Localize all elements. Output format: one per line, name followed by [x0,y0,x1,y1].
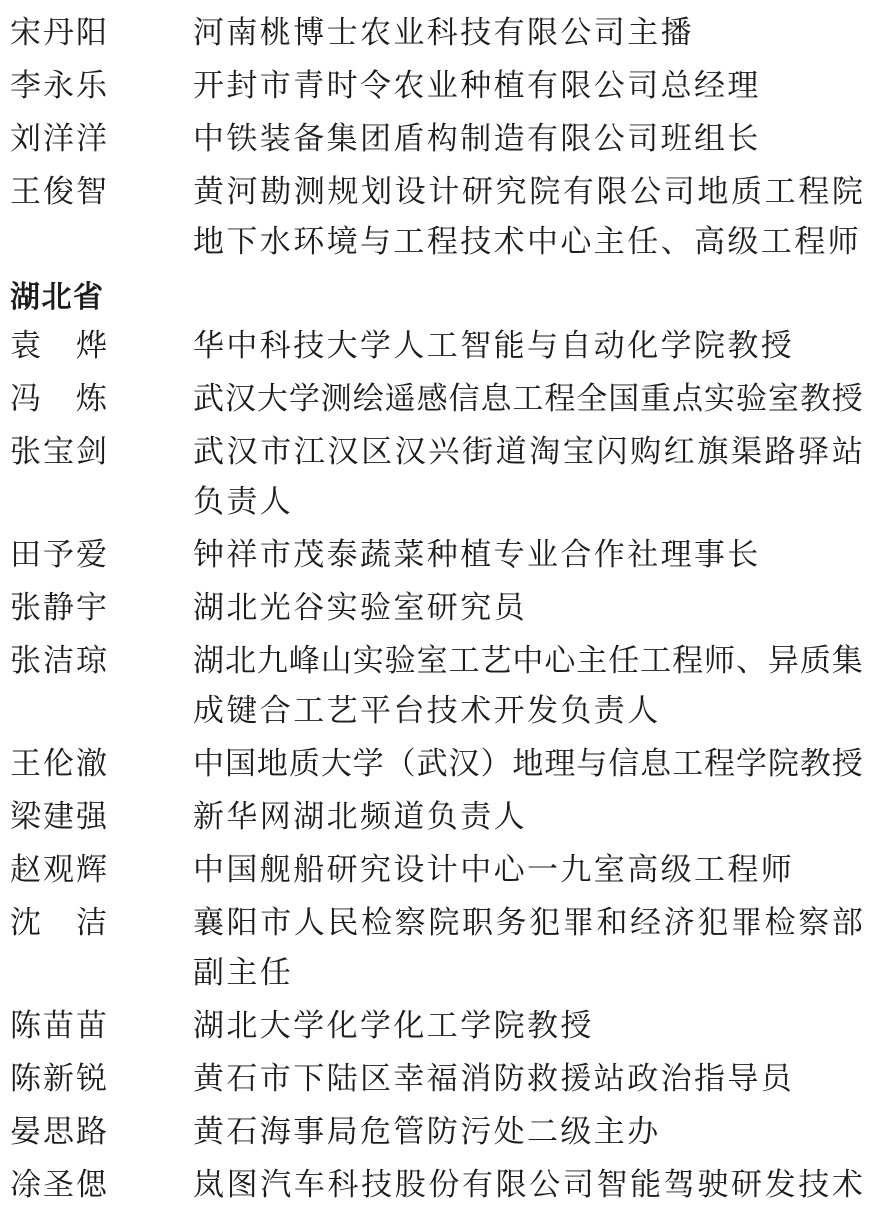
person-position [193,61,863,111]
person-position [193,636,863,736]
char: 剑 [76,434,107,469]
char: 路 [76,1114,107,1149]
province-header: 湖北省 [10,281,105,314]
char: 陈 [10,1008,41,1043]
position-line [193,636,863,686]
char: 公 [529,1167,561,1202]
char: 程 [672,643,704,678]
person-name [10,8,107,58]
char: 街 [462,434,493,469]
char: 黄 [193,174,224,209]
person-position [193,739,863,789]
person-position [193,321,863,371]
char: 异 [767,643,799,678]
position-line: 成键合工艺平台技术开发负责人 [193,693,661,728]
char: 重 [640,381,672,416]
char: 市 [260,434,292,469]
char: 中 [193,746,224,781]
char: 集 [831,643,863,678]
char: 凃 [10,1167,41,1202]
person-name [10,739,107,789]
char: 息 [640,746,672,781]
char: 武 [193,381,224,416]
char: 予 [43,537,74,572]
char: 驾 [663,1167,695,1202]
list-entry [10,792,874,842]
char: 汉 [327,434,359,469]
person-position [193,1107,863,1157]
char: 宋 [10,15,41,50]
char: 学 [288,381,320,416]
char: 绘 [352,381,384,416]
position-line: 华中科技大学人工智能与自动化学院教授 [193,328,795,363]
char: 锐 [76,1061,107,1096]
char: 规 [327,174,359,209]
char: 国 [224,746,256,781]
person-position [193,1160,863,1210]
char: 感 [416,381,448,416]
char: 研 [731,1167,762,1202]
position-line [193,1160,863,1210]
person-name [10,1160,107,1210]
char: 观 [43,852,74,887]
char: 究 [495,174,527,209]
list-entry [10,636,874,736]
char: 份 [428,1167,460,1202]
char: 闪 [596,434,628,469]
char: 沈 [10,905,41,940]
list-entry [10,845,874,895]
char: 人 [293,905,325,940]
char: 检 [361,905,393,940]
char: 田 [10,537,41,572]
char: 工 [640,643,672,678]
char: 工 [672,746,704,781]
char: 洁 [76,905,107,940]
list-entry [10,739,874,789]
list-entry [10,1054,874,1104]
char: 院 [529,174,561,209]
char: 烨 [76,328,107,363]
char: 教 [799,381,831,416]
char: 实 [704,381,735,416]
person-position [193,1001,863,1051]
list-entry [10,167,874,267]
position-line [193,739,863,789]
char: 刘 [10,121,41,156]
char: 程 [544,381,576,416]
person-position [193,792,863,842]
position-line: 钟祥市茂泰蔬菜种植专业合作社理事长 [193,537,761,572]
char: 北 [224,643,256,678]
char: 遥 [384,381,416,416]
person-name [10,167,107,217]
list-entry [10,530,874,580]
char: 湖 [193,643,224,678]
char: 武 [416,746,448,781]
char: 建 [43,799,74,834]
char: 程 [704,746,735,781]
char: 岚 [193,1167,224,1202]
char: 院 [831,174,863,209]
char: 乐 [76,68,107,103]
char: 图 [226,1167,258,1202]
char: 地 [697,174,729,209]
char: 设 [394,174,426,209]
char: 九 [256,643,288,678]
char: 汉 [226,434,258,469]
person-name [10,374,107,424]
char: 晏 [10,1114,41,1149]
person-name [10,636,107,686]
char: 区 [361,434,393,469]
char: 辉 [76,852,107,887]
char: 验 [735,381,767,416]
list-entry [10,1001,874,1051]
position-line: 湖北大学化学化工学院教授 [193,1008,594,1043]
char: 术 [831,1167,863,1202]
position-line: 黄石海事局危管防污处二级主办 [193,1114,661,1149]
position-line [193,167,863,217]
char: 察 [394,905,426,940]
position-line: 湖北光谷实验室研究员 [193,590,527,625]
char: 王 [10,174,41,209]
char: 冯 [10,381,41,416]
char: 强 [76,799,107,834]
char: 丹 [43,15,74,50]
char: 划 [361,174,393,209]
person-position [193,1054,863,1104]
person-name [10,1107,107,1157]
person-name [10,321,107,371]
char: 民 [327,905,359,940]
char: 赵 [10,852,41,887]
char: 察 [798,905,830,940]
char: 限 [495,1167,527,1202]
char: 股 [394,1167,426,1202]
char: 宇 [76,590,107,625]
char: 学 [352,746,384,781]
char: 有 [562,174,594,209]
person-position [193,583,863,633]
list-entry [10,321,874,371]
char: 汉 [394,434,426,469]
char: 经 [630,905,662,940]
person-position [193,167,863,267]
person-position [193,374,863,424]
char: 市 [260,905,292,940]
char: 阳 [226,905,258,940]
char: 张 [10,434,41,469]
char: 澈 [76,746,107,781]
char: 心 [544,643,576,678]
char: 室 [416,643,448,678]
char: 永 [43,68,74,103]
list-entry [10,1160,874,1210]
char: 限 [596,174,628,209]
char: 计 [428,174,460,209]
position-line: 负责人 [193,484,294,519]
person-name [10,845,107,895]
char: 智 [76,174,107,209]
position-line: 地下水环境与工程技术中心主任、高级工程师 [193,224,861,259]
char: 襄 [193,905,224,940]
char: 琼 [76,643,107,678]
person-position [193,530,863,580]
char: 张 [10,643,41,678]
char: 静 [43,590,74,625]
char: 质 [799,643,831,678]
position-line: 中国舰船研究设计中心一九室高级工程师 [193,852,795,887]
char: 红 [663,434,695,469]
char: 苗 [76,1008,107,1043]
char: 院 [428,905,460,940]
char: 阳 [76,15,107,50]
char: 梁 [10,799,41,834]
char: 陈 [10,1061,41,1096]
char: 罪 [562,905,594,940]
char: 室 [767,381,799,416]
char: 研 [462,174,493,209]
char: 洋 [43,121,74,156]
char: 点 [672,381,704,416]
char: 信 [608,746,640,781]
char: 犯 [529,905,561,940]
char: （ [384,746,416,781]
char: 师 [704,643,735,678]
char: 务 [495,905,527,940]
char: 技 [798,1167,830,1202]
char: 工 [448,643,480,678]
person-name [10,61,107,111]
char: 检 [764,905,796,940]
char: 艺 [480,643,512,678]
person-name [10,427,107,477]
list-entry [10,1107,874,1157]
char: 汉 [224,381,256,416]
honoree-list [10,8,874,1210]
position-line: 河南桃博士农业科技有限公司主播 [193,15,694,50]
char: 任 [608,643,640,678]
char: 智 [596,1167,628,1202]
position-line: 副主任 [193,955,294,990]
char: 伦 [43,746,74,781]
char: 爱 [76,537,107,572]
char: 理 [544,746,576,781]
char: 圣 [43,1167,74,1202]
char: 炼 [76,381,107,416]
list-entry [10,898,874,998]
position-line: 黄石市下陆区幸福消防救援站政治指导员 [193,1061,795,1096]
char: 、 [735,643,767,678]
char: 院 [767,746,799,781]
char: 司 [663,174,695,209]
char: 授 [831,381,863,416]
list-entry [10,8,874,58]
char: 新 [43,1061,74,1096]
char: 驶 [697,1167,729,1202]
person-position [193,427,863,527]
char: 汽 [260,1167,292,1202]
char: 司 [562,1167,594,1202]
char: 站 [831,434,863,469]
char: 能 [630,1167,662,1202]
char: 偲 [76,1167,107,1202]
char: 王 [10,746,41,781]
person-position [193,898,863,998]
char: 李 [10,68,41,103]
char: 张 [10,590,41,625]
char: 武 [193,434,224,469]
person-position [193,114,863,164]
char: 购 [630,434,662,469]
char: 汉 [448,746,480,781]
char: 山 [320,643,352,678]
person-position [193,8,863,58]
char: 宝 [562,434,594,469]
char: 罪 [731,905,762,940]
char: 地 [512,746,544,781]
person-position [193,845,863,895]
char: 大 [256,381,288,416]
char: 国 [608,381,640,416]
char: 车 [293,1167,325,1202]
list-entry [10,583,874,633]
char: 程 [798,174,830,209]
char: 济 [663,905,695,940]
char: 驿 [798,434,830,469]
list-entry [10,114,874,164]
char: 质 [731,174,762,209]
char: 公 [630,174,662,209]
char: 洁 [43,643,74,678]
char: 大 [320,746,352,781]
char: 职 [462,905,493,940]
char: 工 [764,174,796,209]
char: 验 [384,643,416,678]
person-name [10,1001,107,1051]
person-name [10,792,107,842]
char: 江 [293,434,325,469]
list-entry [10,61,874,111]
char: 勘 [260,174,292,209]
char: 测 [293,174,325,209]
char: 旗 [697,434,729,469]
char: 和 [596,905,628,940]
char: 实 [352,643,384,678]
char: 苗 [43,1008,74,1043]
char: 测 [320,381,352,416]
person-name [10,114,107,164]
char: 全 [576,381,608,416]
char: 工 [512,381,544,416]
char: 峰 [288,643,320,678]
char: 洋 [76,121,107,156]
person-name [10,898,107,948]
char: 与 [576,746,608,781]
person-name [10,583,107,633]
char: 淘 [529,434,561,469]
position-line [193,427,863,477]
char: 技 [361,1167,393,1202]
char: 俊 [43,174,74,209]
char: 袁 [10,328,41,363]
position-line [193,898,863,948]
char: 信 [448,381,480,416]
char: 渠 [731,434,762,469]
list-entry [10,374,874,424]
char: 息 [480,381,512,416]
char: 思 [43,1114,74,1149]
char: 授 [831,746,863,781]
char: 科 [327,1167,359,1202]
char: 有 [462,1167,493,1202]
char: 路 [764,434,796,469]
char: 道 [495,434,527,469]
char: 兴 [428,434,460,469]
char: 河 [226,174,258,209]
char: 中 [512,643,544,678]
position-line: 中铁装备集团盾构制造有限公司班组长 [193,121,761,156]
char: 部 [831,905,863,940]
char: 质 [288,746,320,781]
position-line [193,374,863,424]
char: 教 [799,746,831,781]
char: 主 [576,643,608,678]
person-name [10,1054,107,1104]
char: 学 [735,746,767,781]
position-line: 新华网湖北频道负责人 [193,799,527,834]
list-entry [10,427,874,527]
char: ） [480,746,512,781]
person-name [10,530,107,580]
char: 发 [764,1167,796,1202]
char: 宝 [43,434,74,469]
char: 犯 [697,905,729,940]
position-line: 开封市青时令农业种植有限公司总经理 [193,68,761,103]
char: 地 [256,746,288,781]
